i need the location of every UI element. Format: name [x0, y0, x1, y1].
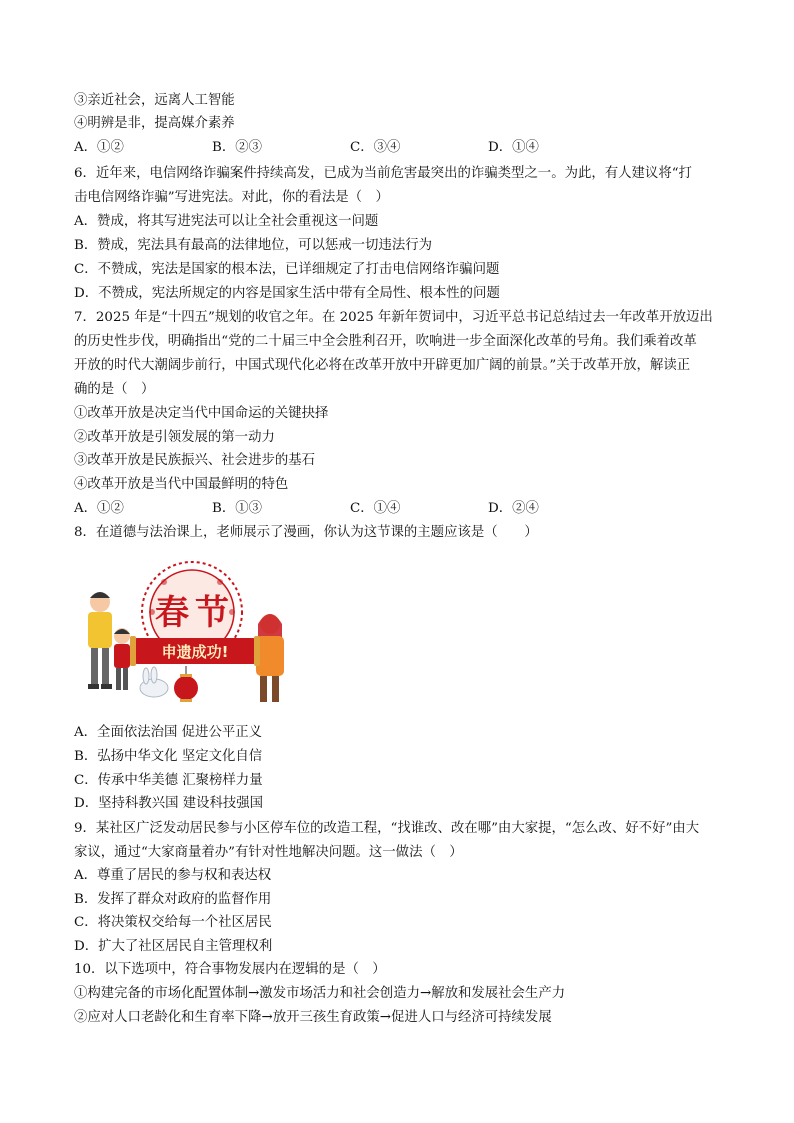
q6-choice-a: A．赞成，将其写进宪法可以让全社会重视这一问题 [74, 214, 379, 229]
q7-stem-line4: 确的是（ ） [74, 382, 155, 397]
q7-statement-3: ③改革开放是民族振兴、社会进步的基石 [74, 453, 316, 468]
q5-choice-c: C．③④ [350, 140, 401, 155]
q7-stem-line3: 开放的时代大潮阔步前行，中国式现代化必将在改革开放中开辟更加广阔的前景。”关于改革开放，解读正 [74, 358, 691, 373]
q10-statement-2: ②应对人口老龄化和生育率下降→放开三孩生育政策→促进人口与经济可持续发展 [74, 1010, 552, 1025]
q7-statement-1: ①改革开放是决定当代中国命运的关键抉择 [74, 406, 329, 421]
q10-statement-1: ①构建完备的市场化配置体制→激发市场活力和社会创造力→解放和发展社会生产力 [74, 986, 566, 1001]
q7-statement-4: ④改革开放是当代中国最鲜明的特色 [74, 477, 289, 492]
q7-choice-d: D．②④ [488, 501, 539, 516]
q5-choice-a: A．①② [74, 140, 124, 155]
q5-choices [74, 137, 626, 159]
cartoon-banner-text: 申遗成功! [161, 643, 229, 661]
q5-choice-b: B．②③ [212, 140, 263, 155]
q8-choice-c: C．传承中华美德 汇聚榜样力量 [74, 773, 263, 788]
q5-choice-d: D．①④ [488, 140, 539, 155]
q7-stem-line1: 7．2025 年是“十四五”规划的收官之年。在 2025 年新年贺词中，习近平总书记总结过去一年改革开放迈出 [74, 310, 713, 325]
q5-option-3: ③亲近社会，远离人工智能 [74, 93, 235, 108]
q6-stem-line1: 6．近年来，电信网络诈骗案件持续高发，已成为当前危害最突出的诈骗类型之一。为此，有人建议将“打 [74, 166, 692, 181]
q9-choice-c: C．将决策权交给每一个社区居民 [74, 915, 272, 930]
q6-choice-d: D．不赞成，宪法所规定的内容是国家生活中带有全局性、根本性的问题 [74, 286, 500, 301]
q7-statement-2: ②改革开放是引领发展的第一动力 [74, 430, 275, 445]
spring-festival-cartoon [74, 552, 284, 710]
q8-stem: 8．在道德与法治课上，老师展示了漫画，你认为这节课的主题应该是（ ） [74, 525, 538, 540]
q9-choice-b: B．发挥了群众对政府的监督作用 [74, 892, 272, 907]
q6-stem-line2: 击电信网络诈骗”写进宪法。对此，你的看法是（ ） [74, 190, 389, 205]
q7-stem-line2: 的历史性步伐，明确指出“党的二十届三中全会胜利召开，吹响进一步全面深化改革的号角。我们乘着改革 [74, 334, 697, 349]
q7-choices [74, 498, 626, 520]
q8-choice-a: A．全面依法治国 促进公平正义 [74, 725, 263, 740]
q7-choice-a: A．①② [74, 501, 124, 516]
cartoon-illustration [74, 552, 284, 710]
q9-stem-line1: 9．某社区广泛发动居民参与小区停车位的改造工程，“找谁改、改在哪”由大家提，“怎么改、好不好”由大 [74, 821, 700, 836]
q6-choice-b: B．赞成，宪法具有最高的法律地位，可以惩戒一切违法行为 [74, 238, 432, 253]
q6-choice-c: C．不赞成，宪法是国家的根本法，已详细规定了打击电信网络诈骗问题 [74, 262, 500, 277]
q8-choice-d: D．坚持科教兴国 建设科技强国 [74, 796, 264, 811]
q9-choice-d: D．扩大了社区居民自主管理权利 [74, 939, 273, 954]
q9-choice-a: A．尊重了居民的参与权和表达权 [74, 868, 272, 883]
q7-choice-c: C．①④ [350, 501, 401, 516]
cartoon-title-char-2: 节 [195, 593, 229, 633]
q5-option-4: ④明辨是非，提高媒介素养 [74, 116, 235, 131]
cartoon-title-char-1: 春 [155, 593, 189, 633]
q10-stem: 10．以下选项中，符合事物发展内在逻辑的是（ ） [74, 962, 386, 977]
q7-choice-b: B．①③ [212, 501, 263, 516]
q9-stem-line2: 家议，通过“大家商量着办”有针对性地解决问题。这一做法（ ） [74, 845, 463, 860]
q8-choice-b: B．弘扬中华文化 坚定文化自信 [74, 749, 263, 764]
